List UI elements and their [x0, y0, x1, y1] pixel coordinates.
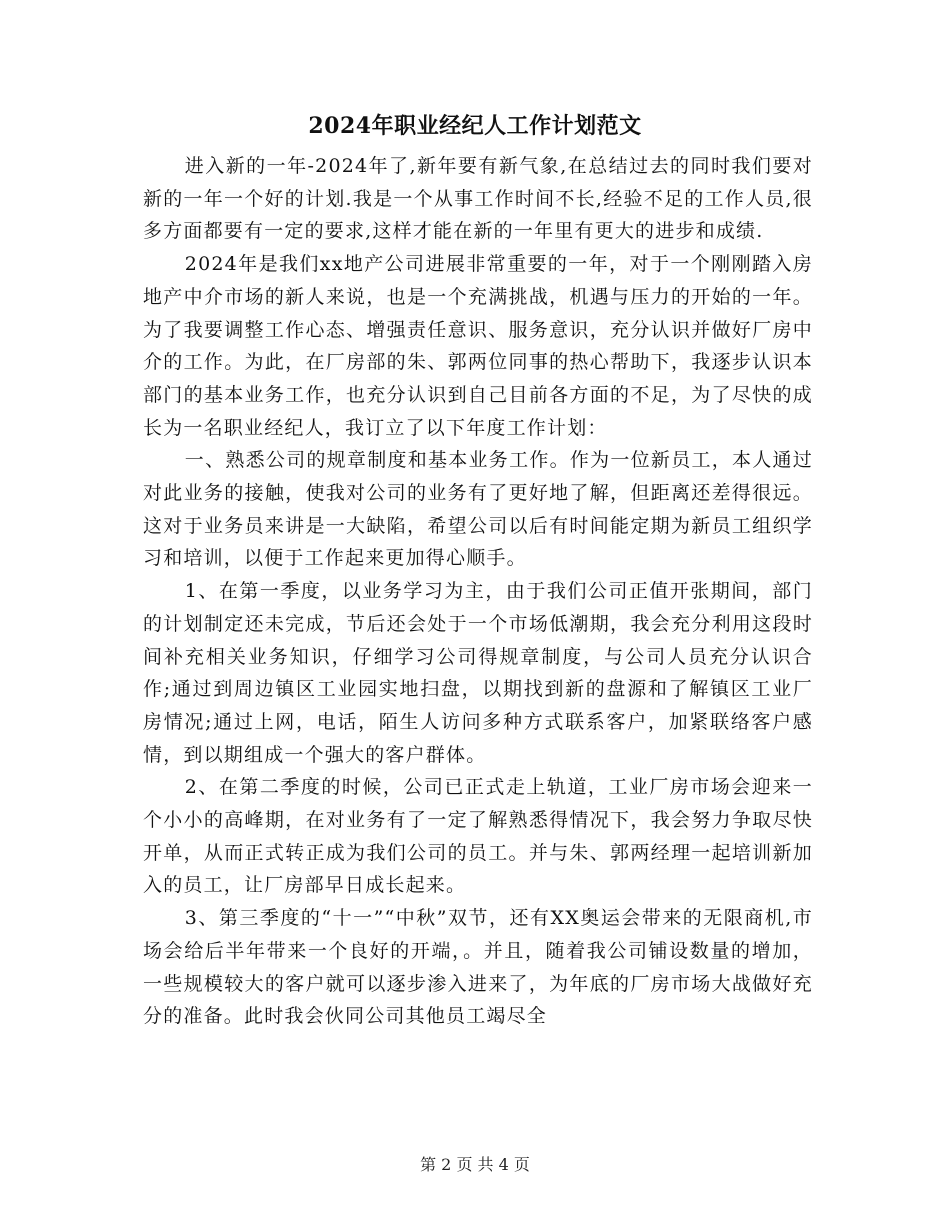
- paragraph-overview: 2024年是我们xx地产公司进展非常重要的一年，对于一个刚刚踏入房地产中介市场的新人来说，也是一个充满挑战，机遇与压力的开始的一年。为了我要调整工作心态、增强责任意识、服务意识，充分认识并做好厂房中介的工作。为此，在厂房部的朱、郭两位同事的热心帮助下，我逐步认识本部门的基本业务工作，也充分认识到自己目前各方面的不足，为了尽快的成长为一名职业经纪人，我订立了以下年度工作计划：: [143, 253, 813, 439]
- paragraph-q3: 3、第三季度的“十一”“中秋”双节，还有XX奥运会带来的无限商机,市场会给后半年带来一个良好的开端，。并且，随着我公司铺设数量的增加，一些规模较大的客户就可以逐步渗入进来了，为年底的厂房市场大战做好充分的准备。此时我会伙同公司其他员工竭尽全: [143, 907, 813, 1028]
- paragraph-q1: 1、在第一季度，以业务学习为主，由于我们公司正值开张期间，部门的计划制定还未完成，节后还会处于一个市场低潮期，我会充分利用这段时间补充相关业务知识，仔细学习公司得规章制度，与公司人员充分认识合作;通过到周边镇区工业园实地扫盘，以期找到新的盘源和了解镇区工业厂房情况;通过上网，电话，陌生人访问多种方式联系客户，加紧联络客户感情，到以期组成一个强大的客户群体。: [143, 580, 813, 766]
- paragraph-intro: 进入新的一年-2024年了,新年要有新气象,在总结过去的同时我们要对新的一年一个好的计划.我是一个从事工作时间不长,经验不足的工作人员,很多方面都要有一定的要求,这样才能在新的一年里有更大的进步和成绩.: [143, 155, 813, 243]
- page-footer: 第 2 页 共 4 页: [420, 1155, 530, 1174]
- paragraph-section-one: 一、熟悉公司的规章制度和基本业务工作。作为一位新员工，本人通过对此业务的接触，使我对公司的业务有了更好地了解，但距离还差得很远。这对于业务员来讲是一大缺陷，希望公司以后有时间能定期为新员工组织学习和培训，以便于工作起来更加得心顺手。: [143, 449, 813, 570]
- document-title: 2024年职业经纪人工作计划范文: [308, 113, 642, 139]
- document-body: [143, 150, 813, 1033]
- paragraph-q2: 2、在第二季度的时候，公司已正式走上轨道，工业厂房市场会迎来一个小小的高峰期，在对业务有了一定了解熟悉得情况下，我会努力争取尽快开单，从而正式转正成为我们公司的员工。并与朱、郭两经理一起培训新加入的员工，让厂房部早日成长起来。: [143, 776, 813, 897]
